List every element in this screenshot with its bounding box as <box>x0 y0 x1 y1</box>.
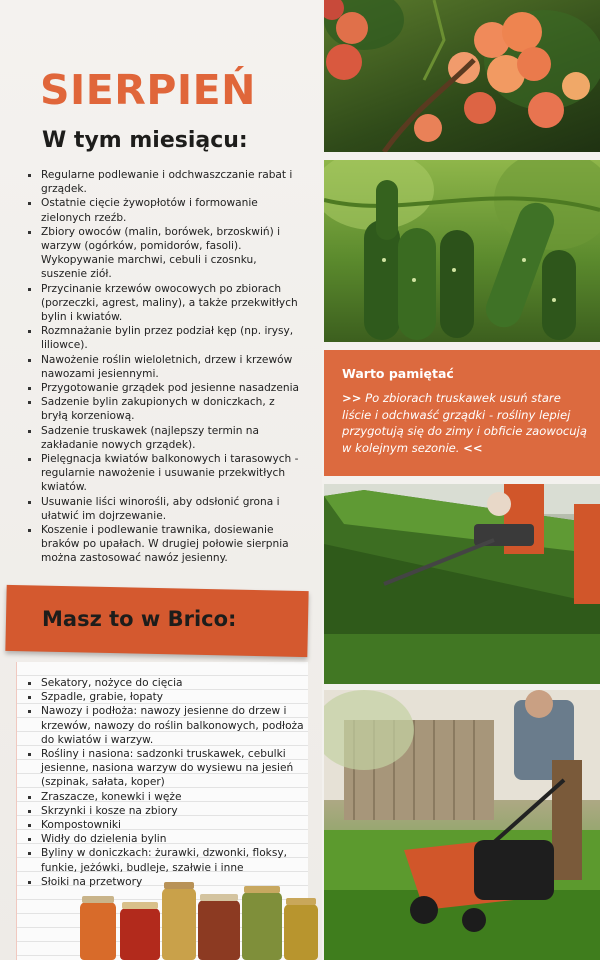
jar-icon <box>284 904 318 960</box>
list-item: Regularne podlewanie i odchwaszczanie rabat i grządek. <box>24 168 304 196</box>
list-item: Sekatory, nożyce do cięcia <box>24 676 304 690</box>
list-item: Słoiki na przetwory <box>24 875 304 889</box>
list-item: Nawożenie roślin wieloletnich, drzew i krzewów nawozami jesiennymi. <box>24 353 304 381</box>
mower-illustration <box>324 690 600 960</box>
jar-icon <box>198 900 240 960</box>
list-item: Przygotowanie grządek pod jesienne nasadzenia <box>24 381 304 395</box>
section-subtitle: W tym miesiącu: <box>42 128 248 153</box>
hedge-illustration <box>324 484 600 684</box>
page-title: SIERPIEŃ <box>40 66 256 114</box>
cucumbers-illustration <box>324 160 600 342</box>
list-item: Koszenie i podlewanie trawnika, dosiewanie braków po upałach. W drugiej połowie sierpnia można zastosować nawóz jesienny. <box>24 523 304 566</box>
list-item: Pielęgnacja kwiatów balkonowych i tarasowych - regularnie nawożenie i usuwanie przekwitłych kwiatów. <box>24 452 304 495</box>
list-item: Skrzynki i kosze na zbiory <box>24 804 304 818</box>
task-list <box>24 168 304 566</box>
list-item: Ostatnie cięcie żywopłotów i formowanie zielonych rzeźb. <box>24 196 304 224</box>
quote-open-marks: >> <box>342 391 362 405</box>
list-item: Byliny w doniczkach: żurawki, dzwonki, floksy, funkie, jeżówki, budleje, szałwie i inne <box>24 846 304 874</box>
list-item: Kompostowniki <box>24 818 304 832</box>
hedge-trimming-photo <box>324 484 600 684</box>
list-item: Nawozy i podłoża: nawozy jesienne do drzew i krzewów, nawozy do roślin balkonowych, podłoża do kwiatów i warzyw. <box>24 704 304 747</box>
list-item: Zraszacze, konewki i węże <box>24 790 304 804</box>
list-item: Rozmnażanie bylin przez podział kęp (np. irysy, liliowce). <box>24 324 304 352</box>
tip-title: Warto pamiętać <box>342 366 454 381</box>
jar-icon <box>120 908 160 960</box>
list-item: Widły do dzielenia bylin <box>24 832 304 846</box>
peaches-illustration <box>324 0 600 152</box>
jar-icon <box>162 888 196 960</box>
shop-title: Masz to w Brico: <box>42 607 237 631</box>
preserve-jars-image <box>80 880 320 960</box>
list-item: Przycinanie krzewów owocowych po zbiorach (porzeczki, agrest, maliny), a także przekwitłych bylin i kwiatów. <box>24 282 304 325</box>
list-item: Szpadle, grabie, łopaty <box>24 690 304 704</box>
tip-body <box>342 390 592 456</box>
quote-close-marks: << <box>463 440 483 455</box>
jar-icon <box>80 902 116 960</box>
cucumbers-photo <box>324 160 600 342</box>
list-item: Sadzenie truskawek (najlepszy termin na zakładanie nowych grządek). <box>24 424 304 452</box>
list-item: Usuwanie liści winorośli, aby odsłonić grona i ułatwić im dojrzewanie. <box>24 495 304 523</box>
tip-text: Po zbiorach truskawek usuń stare liście i odchwaść grządki - rośliny lepiej przygotują się do zimy i obficie zaowocują w kolejnym sezonie. <box>342 391 587 455</box>
peaches-photo <box>324 0 600 152</box>
tip-box <box>324 350 600 476</box>
lawn-mowing-photo <box>324 690 600 960</box>
jar-icon <box>242 892 282 960</box>
list-item: Rośliny i nasiona: sadzonki truskawek, cebulki jesienne, nasiona warzyw do wysiewu na jesień (szpinak, sałata, koper) <box>24 747 304 790</box>
shop-list <box>24 676 304 889</box>
list-item: Zbiory owoców (malin, borówek, brzoskwiń) i warzyw (ogórków, pomidorów, fasoli). Wykopywanie marchwi, cebuli i czosnku, suszenie ziół. <box>24 225 304 282</box>
list-item: Sadzenie bylin zakupionych w doniczkach, z bryłą korzeniową. <box>24 395 304 423</box>
